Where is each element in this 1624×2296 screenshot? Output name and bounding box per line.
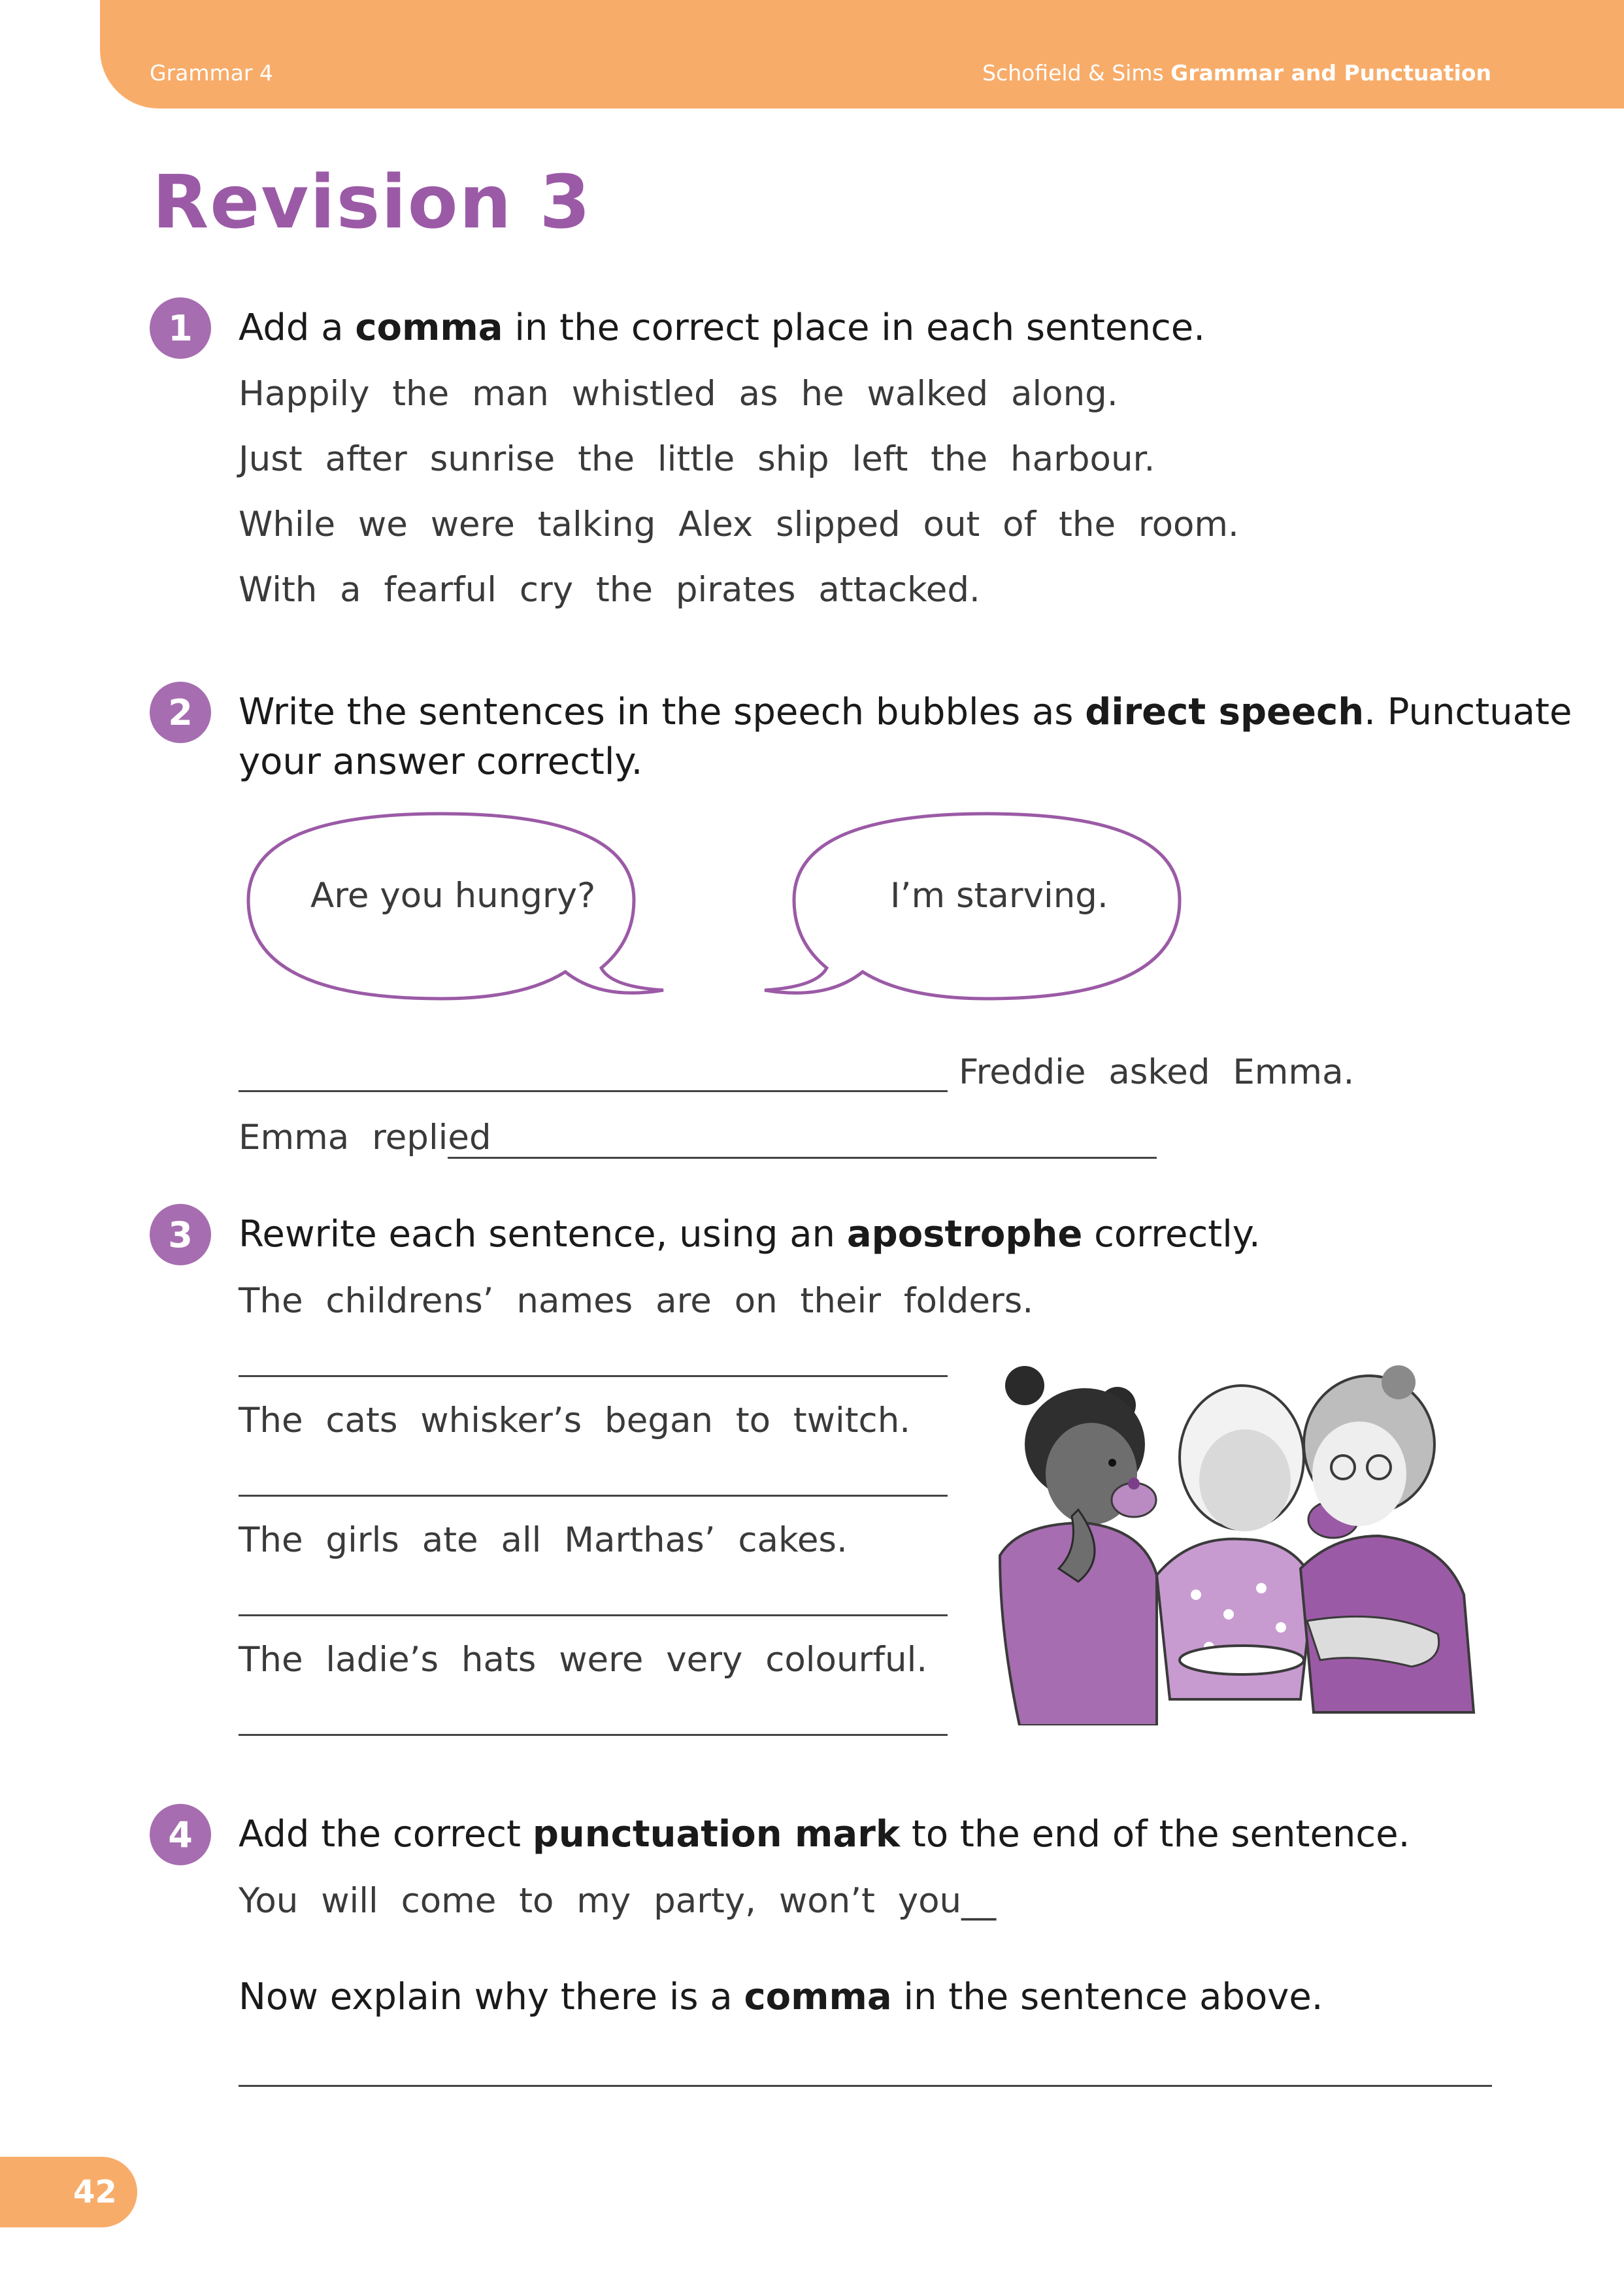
left-girl-figure — [1000, 1366, 1157, 1725]
q2-answer-2-prefix: Emma replied — [239, 1118, 491, 1157]
q3-sentence: The ladie’s hats were very colourful. — [239, 1640, 928, 1680]
question-4-explain-prompt: Now explain why there is a comma in the sentence above. — [239, 1976, 1323, 2018]
speech-bubble-right-text: I’m starving. — [890, 876, 1108, 916]
q3-sentence: The girls ate all Marthas’ cakes. — [239, 1520, 848, 1560]
right-girl-figure — [1301, 1365, 1474, 1712]
header-band — [100, 0, 1624, 108]
q3-answer-line[interactable] — [239, 1614, 948, 1616]
q2-answer-line-2[interactable] — [448, 1157, 1157, 1159]
question-3-instruction: Rewrite each sentence, using an apostrophe correctly. — [239, 1213, 1261, 1256]
q3-answer-line[interactable] — [239, 1375, 948, 1377]
q1-sentence[interactable]: While we were talking Alex slipped out of the room. — [239, 505, 1239, 544]
speech-bubble-left-text: Are you hungry? — [310, 876, 596, 916]
page-number: 42 — [73, 2174, 117, 2210]
q3-answer-line[interactable] — [239, 1734, 948, 1736]
question-2-instruction: Write the sentences in the speech bubbles as direct speech. Punctuate your answer correctly. — [239, 691, 1572, 783]
question-4-badge: 4 — [150, 1804, 211, 1865]
q3-answer-line[interactable] — [239, 1495, 948, 1497]
q4-explain-answer-line[interactable] — [239, 2085, 1492, 2087]
q2-answer-line-1[interactable] — [239, 1090, 948, 1092]
question-1-badge: 1 — [150, 297, 211, 359]
q4-sentence[interactable]: You will come to my party, won’t you__ — [239, 1881, 997, 1921]
question-4-instruction: Add the correct punctuation mark to the end of the sentence. — [239, 1813, 1410, 1855]
q1-sentence[interactable]: Just after sunrise the little ship left the harbour. — [239, 439, 1155, 479]
q2-answer-1-suffix: Freddie asked Emma. — [959, 1052, 1355, 1092]
question-2-badge: 2 — [150, 682, 211, 743]
q1-sentence[interactable]: With a fearful cry the pirates attacked. — [239, 570, 980, 610]
page-title: Revision 3 — [152, 160, 592, 245]
q3-sentence: The childrens’ names are on their folders. — [239, 1281, 1034, 1321]
book-label: Grammar 4 — [150, 60, 273, 86]
publisher-label: Schofield & Sims Grammar and Punctuation — [982, 60, 1491, 86]
q1-sentence[interactable]: Happily the man whistled as he walked along. — [239, 374, 1118, 414]
q3-sentence: The cats whisker’s began to twitch. — [239, 1401, 911, 1440]
middle-girl-figure — [1157, 1386, 1314, 1699]
question-1-instruction: Add a comma in the correct place in each sentence. — [239, 307, 1205, 349]
girls-eating-cupcakes-illustration — [993, 1359, 1490, 1725]
question-3-badge: 3 — [150, 1204, 211, 1265]
